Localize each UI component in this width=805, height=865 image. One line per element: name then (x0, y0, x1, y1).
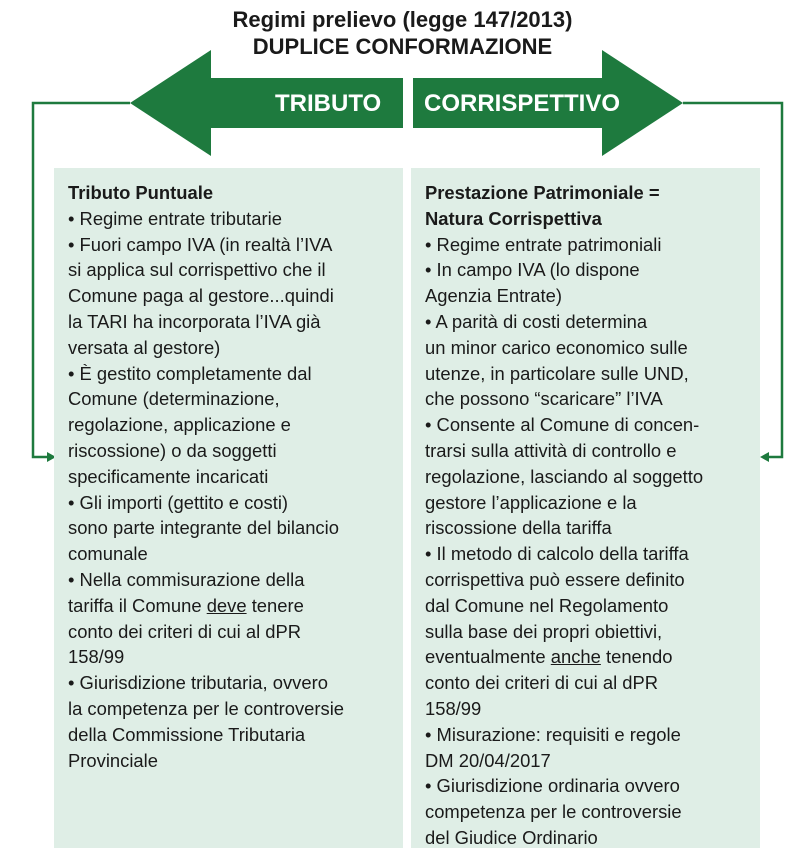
underlined-anche: anche (550, 646, 601, 668)
corrispettivo-panel-title: Natura Corrispettiva (425, 207, 602, 229)
tributo-line: 158/99 (68, 646, 125, 668)
corrispettivo-line: Agenzia Entrate) (425, 285, 562, 307)
corrispettivo-line: utenze, in particolare sulle UND, (425, 362, 689, 384)
tributo-panel (54, 168, 403, 848)
tributo-line: comunale (68, 543, 148, 565)
corrispettivo-line: del Giudice Ordinario (425, 826, 598, 848)
tributo-line: • Nella commisurazione della (68, 568, 305, 590)
tributo-line: si applica sul corrispettivo che il (68, 259, 326, 281)
corrispettivo-line: trarsi sulla attività di controllo e (425, 439, 677, 461)
corrispettivo-panel (411, 168, 760, 848)
corrispettivo-line: dal Comune nel Regolamento (425, 594, 669, 616)
corrispettivo-line: • Regime entrate patrimoniali (425, 233, 662, 255)
tributo-line: sono parte integrante del bilancio (68, 517, 339, 539)
tributo-line: versata al gestore) (68, 336, 221, 358)
corrispettivo-line: conto dei criteri di cui al dPR (425, 672, 659, 694)
tributo-label: TRIBUTO (275, 90, 382, 117)
corrispettivo-line: regolazione, lasciando al soggetto (425, 465, 704, 487)
tributo-line: • È gestito completamente dal (68, 362, 312, 384)
tributo-line: la competenza per le controversie (68, 697, 345, 719)
corrispettivo-line: competenza per le controversie (425, 801, 682, 823)
corrispettivo-line: DM 20/04/2017 (425, 749, 551, 771)
tributo-line: • Regime entrate tributarie (68, 207, 282, 229)
title-line-2: DUPLICE CONFORMAZIONE (252, 34, 553, 59)
corrispettivo-line-text: eventualmente (425, 646, 551, 668)
title-line-1: Regimi prelievo (legge 147/2013) (232, 7, 573, 32)
corrispettivo-line: corrispettiva può essere definito (425, 568, 685, 590)
underlined-deve: deve (206, 594, 247, 616)
tributo-panel-title: Tributo Puntuale (68, 182, 214, 203)
tributo-line: Provinciale (68, 749, 158, 771)
tributo-line (68, 593, 393, 619)
tributo-line: regolazione, applicazione e (68, 414, 291, 436)
corrispettivo-line: sulla base dei propri obiettivi, (425, 620, 663, 642)
corrispettivo-line-text: tenendo (600, 646, 673, 668)
tributo-line: specificamente incaricati (68, 465, 269, 487)
corrispettivo-line (425, 644, 750, 670)
corrispettivo-panel-title: Prestazione Patrimoniale = (425, 182, 660, 203)
corrispettivo-line: gestore l’applicazione e la (425, 491, 637, 513)
tributo-line: conto dei criteri di cui al dPR (68, 620, 302, 642)
corrispettivo-line: un minor carico economico sulle (425, 336, 688, 358)
corrispettivo-line: • In campo IVA (lo dispone (425, 259, 640, 281)
tributo-line: • Fuori campo IVA (in realtà l’IVA (68, 233, 333, 255)
tributo-line-text: tenere (246, 594, 304, 616)
tributo-line: Comune (determinazione, (68, 388, 280, 410)
tributo-line-text: tariffa il Comune (68, 594, 207, 616)
tributo-line: della Commissione Tributaria (68, 723, 306, 745)
corrispettivo-line: • Misurazione: requisiti e regole (425, 723, 681, 745)
corrispettivo-line: • Consente al Comune di concen- (425, 414, 700, 436)
tributo-line: • Gli importi (gettito e costi) (68, 491, 289, 513)
corrispettivo-line: che possono “scaricare” l’IVA (425, 388, 663, 410)
tributo-line: la TARI ha incorporata l’IVA già (68, 310, 321, 332)
right-connector-arrowhead (760, 452, 769, 462)
tributo-line: riscossione) o da soggetti (68, 439, 277, 461)
corrispettivo-line: • Giurisdizione ordinaria ovvero (425, 775, 680, 797)
corrispettivo-line: • A parità di costi determina (425, 310, 648, 332)
tributo-line: • Giurisdizione tributaria, ovvero (68, 672, 328, 694)
corrispettivo-line: riscossione della tariffa (425, 517, 612, 539)
tributo-line: Comune paga al gestore...quindi (68, 285, 334, 307)
corrispettivo-line: • Il metodo di calcolo della tariffa (425, 543, 689, 565)
corrispettivo-label: CORRISPETTIVO (424, 90, 621, 117)
corrispettivo-line: 158/99 (425, 697, 482, 719)
